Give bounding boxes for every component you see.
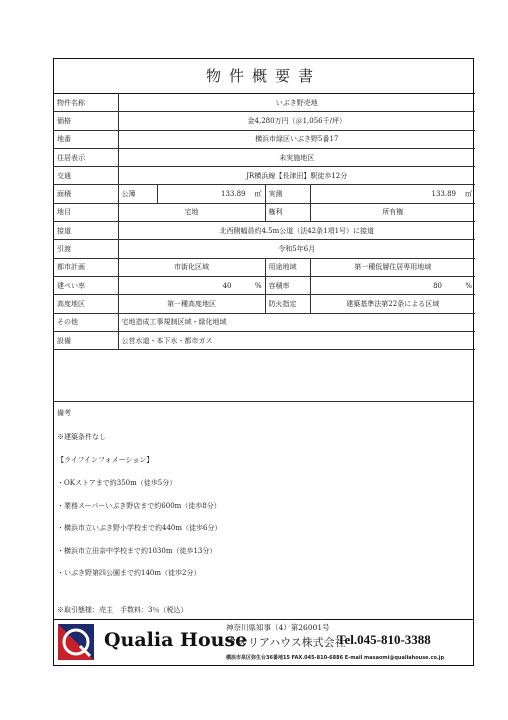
value-far: 80 %	[310, 276, 475, 294]
list-item: ・横浜市立田奈中学校まで約1030m（徒歩13分）	[57, 547, 217, 555]
row-road	[54, 222, 475, 240]
value-name: いぶき野売地	[118, 94, 475, 112]
value-coverage: 40 %	[118, 276, 265, 294]
row-category	[54, 203, 475, 221]
value-height: 第一種高度地区	[118, 295, 265, 313]
label-address: 住居表示	[54, 148, 118, 166]
label-height: 高度地区	[54, 295, 118, 313]
unit-sqm: ㎡	[465, 190, 472, 199]
property-spec-table	[54, 93, 475, 350]
row-traffic	[54, 167, 475, 185]
label-price: 価格	[54, 112, 118, 130]
property-summary-sheet	[53, 58, 474, 666]
value-other: 宅地造成工事規制区域・緑化地域	[118, 313, 475, 331]
unit-percent: %	[254, 281, 262, 290]
label-delivery: 引渡	[54, 240, 118, 258]
unit-percent: %	[465, 281, 472, 290]
row-utilities	[54, 331, 475, 349]
value-traffic: JR横浜線【長津田】駅徒歩12分	[118, 167, 475, 185]
row-delivery	[54, 240, 475, 258]
row-price	[54, 112, 475, 130]
value-zoning: 第一種低層住居専用地域	[310, 258, 475, 276]
value-lot: 横浜市緑区いぶき野5番17	[118, 130, 475, 148]
label-other: その他	[54, 313, 118, 331]
value-price: 金4,280万円（＠1,056千/坪）	[118, 112, 475, 130]
lifeline-heading: 【ライフインフォメーション】	[57, 456, 154, 464]
phone-number: Tel.045-810-3388	[337, 632, 431, 647]
label-coverage: 建ぺい率	[54, 276, 118, 294]
company-address: 横浜市泉区弥生台36番地15 FAX.045-810-6886 E-mail masaomi@qualiahouse.co.jp	[226, 655, 445, 661]
value-area-survey: 133.89 ㎡	[310, 185, 475, 203]
label-category: 地目	[54, 203, 118, 221]
value-rights: 所有権	[310, 203, 475, 221]
label-zoning: 用途地域	[265, 258, 310, 276]
label-utilities: 設備	[54, 331, 118, 349]
value-area-registry: 133.89 ㎡	[157, 185, 265, 203]
row-other	[54, 313, 475, 331]
value-utilities: 公営水道・本下水・都市ガス	[118, 331, 475, 349]
list-item: ・業務スーパーいぶき野店まで約600m（徒歩8分）	[57, 502, 221, 510]
notes-condition: ※建築条件なし	[57, 433, 106, 441]
row-height	[54, 295, 475, 313]
row-address	[54, 148, 475, 166]
value-delivery: 令和5年6月	[118, 240, 475, 258]
notes-transaction: ※取引態様：売主 手数料：3％（税込）	[57, 606, 188, 614]
list-item: ・横浜市立いぶき野小学校まで約440m（徒歩6分）	[57, 524, 222, 532]
label-area-survey: 実測	[265, 185, 310, 203]
unit-sqm: ㎡	[254, 190, 262, 199]
row-name	[54, 94, 475, 112]
row-planning	[54, 258, 475, 276]
label-far: 容積率	[265, 276, 310, 294]
label-rights: 権利	[265, 203, 310, 221]
row-coverage	[54, 276, 475, 294]
company-name: クオリアハウス株式会社	[226, 636, 346, 649]
label-planning: 都市計画	[54, 258, 118, 276]
value-planning: 市街化区域	[118, 258, 265, 276]
notes-heading: 備考	[57, 409, 71, 417]
label-fire: 防火指定	[265, 295, 310, 313]
brand-name: Qualia House	[104, 629, 248, 651]
notes-section	[54, 401, 473, 619]
row-lot	[54, 130, 475, 148]
company-footer	[54, 619, 473, 665]
label-area-registry: 公簿	[118, 185, 157, 203]
label-lot: 地番	[54, 130, 118, 148]
list-item: ・いぶき野第四公園まで約140m（徒歩2分）	[57, 569, 201, 577]
value-address: 未実施地区	[118, 148, 475, 166]
value-road: 北西側幅員約4.5m公道（法42条1項1号）に接道	[118, 222, 475, 240]
license-number: 神奈川県知事（4）第26001号	[226, 623, 330, 632]
label-traffic: 交通	[54, 167, 118, 185]
label-area: 面積	[54, 185, 118, 203]
value-fire: 建築基準法第22条による区域	[310, 295, 475, 313]
page-title: 物件概要書	[205, 67, 321, 85]
label-name: 物件名称	[54, 94, 118, 112]
value-category: 宅地	[118, 203, 265, 221]
list-item: ・OKストアまで約350m（徒歩5分）	[57, 479, 177, 487]
row-area	[54, 185, 475, 203]
qualia-house-logo-icon	[56, 622, 96, 662]
label-road: 接道	[54, 222, 118, 240]
